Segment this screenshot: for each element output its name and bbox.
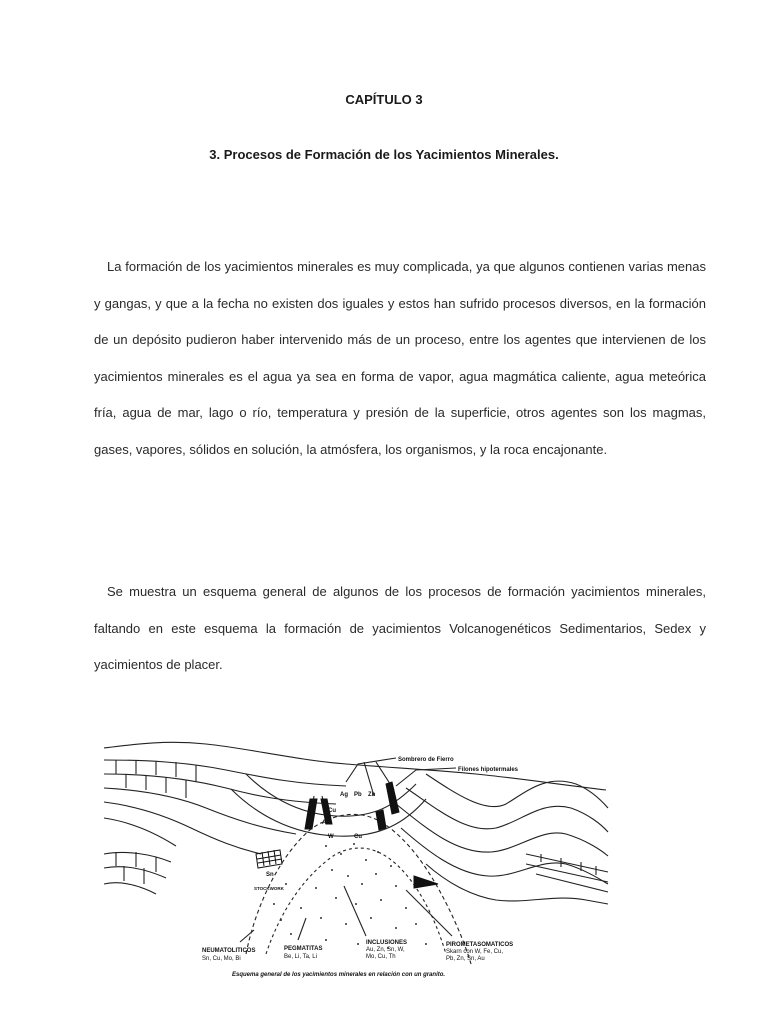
label-pegmat-title: PEGMATITAS: [284, 946, 323, 952]
label-cu-lower: Cu: [354, 834, 362, 840]
stockwork-mesh: [256, 850, 282, 868]
label-w: W: [328, 834, 334, 840]
label-cu-upper: Cu: [328, 808, 336, 814]
label-pb: Pb: [354, 792, 362, 798]
label-inclus-minerals-2: Mo, Cu, Th: [366, 954, 396, 960]
label-neumato-minerals: Sn, Cu, Mo, Bi: [202, 956, 241, 962]
label-sn: Sn: [266, 872, 274, 878]
label-ag: Ag: [340, 792, 348, 798]
label-inclus-minerals-1: Au, Zn, Sn, W,: [366, 947, 405, 953]
paragraph-formation: La formación de los yacimientos minerales es muy complicada, ya que algunos contienen varias menas y gangas, y que a la fecha no existen dos iguales y estos han sufrido procesos diversos, en la formación de un depósito pudieron haber intervenido más de un proceso, entre los agentes que intervienen de los yacimientos minerales es el agua ya sea en forma de vapor, agua magmática caliente, agua meteórica fría, agua de mar, lago o río, temperatura y presión de la superficie, otros agentes son los magmas, gases, vapores, sólidos en solución, la atmósfera, los organismos, y la roca encajonante.: [94, 259, 706, 457]
label-neumato-title: NEUMATOLITICOS: [202, 948, 256, 954]
label-stockwork: STOCKWORK: [254, 886, 284, 891]
label-pirometa-line-1: Skarn con W, Fe, Cu,: [446, 949, 504, 955]
label-filones: Filones hipotermales: [458, 767, 519, 773]
surface-line: [104, 742, 606, 790]
chapter-title: CAPÍTULO 3: [345, 92, 423, 107]
figure-caption: Esquema general de los yacimientos minerales en relación con un granito.: [232, 972, 446, 978]
section-title: 3. Procesos de Formación de los Yacimientos Minerales.: [209, 147, 559, 162]
label-au: Au: [322, 820, 330, 826]
paragraph-scheme: Se muestra un esquema general de algunos de los procesos de formación yacimientos minerales, faltando en este esquema la formación de yacimientos Volcanogenéticos Sedimentarios, Sedex y yacimientos de placer.: [94, 584, 706, 672]
label-pirometa-line-2: Pb, Zn, Sn, Au: [446, 956, 485, 962]
label-sombrero: Sombrero de Fierro: [398, 757, 454, 763]
label-pegmat-minerals: Be, Li, Ta, Li: [284, 954, 317, 960]
label-zn: Zn: [368, 792, 376, 798]
label-pirometa-title: PIROMETASOMATICOS: [446, 942, 514, 948]
mineral-deposit-diagram: [96, 704, 612, 994]
label-inclus-title: INCLUSIONES: [366, 940, 408, 946]
